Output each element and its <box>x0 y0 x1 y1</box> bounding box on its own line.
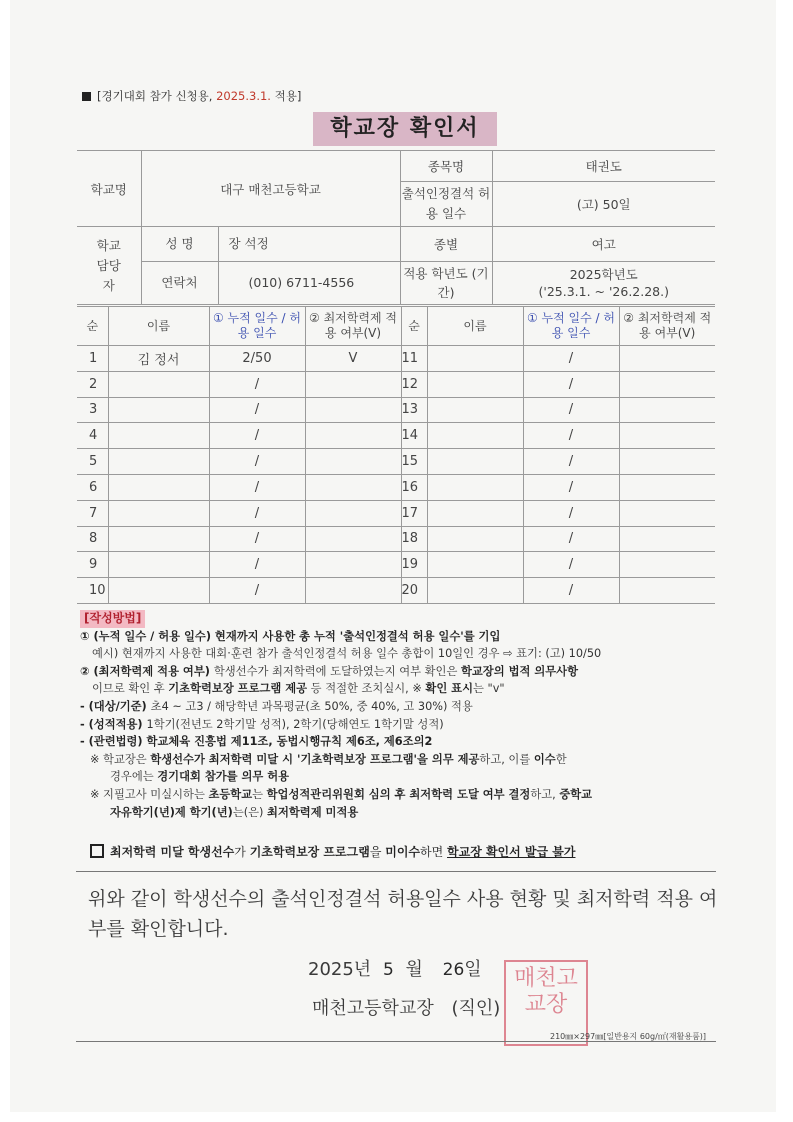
col-name-header: 이름 <box>108 307 209 346</box>
attendance-days: / <box>209 500 305 526</box>
student-no: 10 <box>77 578 108 604</box>
student-name <box>427 449 523 475</box>
student-no: 13 <box>401 397 427 423</box>
col-min-header: ② 최저학력제 적용 여부(V) <box>305 307 401 346</box>
student-no: 15 <box>401 449 427 475</box>
min-achievement-check <box>305 371 401 397</box>
student-name <box>108 371 209 397</box>
min-achievement-check <box>305 474 401 500</box>
student-name <box>427 500 523 526</box>
min-achievement-check <box>619 474 715 500</box>
student-no: 1 <box>77 346 108 372</box>
student-no: 17 <box>401 500 427 526</box>
instructions-tag: [작성방법] <box>80 610 145 628</box>
table-row <box>77 423 715 449</box>
student-no: 4 <box>77 423 108 449</box>
period: ('25.3.1. ~ '26.2.28.) <box>538 284 669 299</box>
manager-name: 장 석정 <box>228 236 269 251</box>
student-name <box>108 578 209 604</box>
student-no: 3 <box>77 397 108 423</box>
student-no: 9 <box>77 552 108 578</box>
student-name <box>427 552 523 578</box>
col-no-header: 순 <box>401 307 427 346</box>
table-row <box>77 526 715 552</box>
writing-instructions: [작성방법] ① (누적 일수 / 허용 일수) 현재까지 사용한 총 누적 '출석인정결석 허용 일수'를 기입 예시) 현재까지 사용한 대회·훈련 참가 출석인정결석 허용 일수 총합이 10일인 경우 ⇨ 표기: (고) 10/50 ② (최저학력제 적용 여부) 학생선수가 최저학력에 도달하였는지 여부 확인은 학교장의 법적 의무사항 이므로 확인 후 기초학력보장 프로그램 제공 등 적절한 조치실시, ※ 확인 표시는 "v" - (대상/기준) 초4 ~ 고3 / 해당학년 과목평균(초 50%, 중 40%, 고 30%) 적용 - (성적적용) 1학기(전년도 2학기말 성적), 2학기(당해연도 1학기말 성적) - (관련법령) 학교체육 진흥법 제11조, 동법시행규칙 제6조, 제6조의2 ※ 학교장은 학생선수가 최저학력 미달 시 '기초학력보장 프로그램'을 의무 제공하고, 이를 이수한 경우에는 경기대회 참가를 의무 허용 ※ 지필고사 미실시하는 초등학교는 학업성적관리위원회 심의 후 최저학력 도달 여부 결정하고, 중학교 자유학기(년)제 학기(년)는(은) 최저학력제 미적용 <box>80 611 602 819</box>
attendance-days: / <box>209 371 305 397</box>
school-name: 대구 매천고등학교 <box>141 151 400 227</box>
attendance-days: / <box>523 423 619 449</box>
attendance-days: / <box>209 474 305 500</box>
sport-label: 종목명 <box>400 151 492 182</box>
gender: 여고 <box>492 227 715 262</box>
min-achievement-check <box>619 552 715 578</box>
min-achievement-check <box>305 423 401 449</box>
col-days-header: ① 누적 일수 / 허용 일수 <box>209 307 305 346</box>
min-achievement-check <box>619 500 715 526</box>
student-name <box>108 449 209 475</box>
table-row <box>77 371 715 397</box>
school-info-table <box>77 150 715 305</box>
student-name <box>108 423 209 449</box>
student-name <box>427 474 523 500</box>
issue-date: 2025년 5 월 26일 <box>308 959 482 980</box>
name-label: 성 명 <box>142 227 219 261</box>
attendance-days: / <box>523 474 619 500</box>
school-name-label: 학교명 <box>77 151 141 227</box>
year: 2025학년도 <box>569 267 638 282</box>
min-achievement-check <box>305 578 401 604</box>
col-no-header: 순 <box>77 307 108 346</box>
table-row <box>77 346 715 372</box>
min-achievement-check <box>619 346 715 372</box>
student-no: 20 <box>401 578 427 604</box>
attendance-days: / <box>523 346 619 372</box>
attendance-days: / <box>209 449 305 475</box>
contact-label: 연락처 <box>142 262 219 304</box>
table-row <box>77 500 715 526</box>
attendance-days: / <box>209 397 305 423</box>
min-achievement-check <box>619 578 715 604</box>
attendance-days: 2/50 <box>209 346 305 372</box>
min-achievement-check <box>619 397 715 423</box>
min-achievement-check: V <box>305 346 401 372</box>
table-row <box>77 474 715 500</box>
attendance-days: / <box>523 449 619 475</box>
student-name <box>427 423 523 449</box>
contact: (010) 6711-4556 <box>248 275 355 290</box>
student-no: 7 <box>77 500 108 526</box>
min-achievement-check <box>619 371 715 397</box>
attendance-days: / <box>523 552 619 578</box>
attendance-days: / <box>209 578 305 604</box>
manager-name-cell <box>141 227 400 262</box>
min-achievement-check <box>305 500 401 526</box>
student-no: 6 <box>77 474 108 500</box>
official-seal: 매천고교장 <box>504 960 588 1046</box>
table-row <box>77 578 715 604</box>
attendance-days: / <box>209 423 305 449</box>
attendance-days: / <box>523 500 619 526</box>
student-name <box>108 397 209 423</box>
allowed-days-label: 출석인정결석 허용 일수 <box>400 182 492 227</box>
student-no: 14 <box>401 423 427 449</box>
gender-label: 종별 <box>400 227 492 262</box>
sport: 태권도 <box>492 151 715 182</box>
student-no: 16 <box>401 474 427 500</box>
min-achievement-check <box>305 397 401 423</box>
manager-label: 학교 담당자 <box>77 227 141 305</box>
student-name <box>427 578 523 604</box>
student-name: 김 정서 <box>108 346 209 372</box>
min-achievement-check <box>619 423 715 449</box>
student-name <box>427 371 523 397</box>
document-title: 학교장 확인서 <box>313 112 497 146</box>
min-achievement-check <box>305 449 401 475</box>
student-name <box>427 346 523 372</box>
student-no: 12 <box>401 371 427 397</box>
divider <box>76 871 716 872</box>
student-name <box>108 526 209 552</box>
form-usage-label: [경기대회 참가 신청용, 2025.3.1. 적용] <box>82 88 301 104</box>
attendance-days: / <box>523 578 619 604</box>
year-cell <box>492 262 715 305</box>
school-head-signature: 매천고등학교장 (직인) <box>312 998 501 1019</box>
student-no: 5 <box>77 449 108 475</box>
min-achievement-check <box>619 526 715 552</box>
table-row <box>77 552 715 578</box>
student-table <box>77 306 715 604</box>
attendance-days: / <box>523 397 619 423</box>
attendance-days: / <box>209 526 305 552</box>
col-days-header: ① 누적 일수 / 허용 일수 <box>523 307 619 346</box>
allowed-days: (고) 50일 <box>492 182 715 227</box>
min-achievement-check <box>619 449 715 475</box>
confirmation-statement: 위와 같이 학생선수의 출석인정결석 허용일수 사용 현황 및 최저학력 적용 여부를 확인합니다. <box>88 888 718 940</box>
paper-spec: 210㎜×297㎜[일반용지 60g/㎡(재활용품)] <box>550 1032 707 1041</box>
student-name <box>108 474 209 500</box>
student-name <box>108 552 209 578</box>
min-achievement-check <box>305 526 401 552</box>
student-name <box>427 397 523 423</box>
student-no: 18 <box>401 526 427 552</box>
student-no: 2 <box>77 371 108 397</box>
attendance-days: / <box>523 371 619 397</box>
certificate-warning: 최저학력 미달 학생선수가 기초학력보장 프로그램을 미이수하면 학교장 확인서 발급 불가 <box>90 843 575 860</box>
attendance-days: / <box>209 552 305 578</box>
student-no: 19 <box>401 552 427 578</box>
col-name-header: 이름 <box>427 307 523 346</box>
col-min-header: ② 최저학력제 적용 여부(V) <box>619 307 715 346</box>
year-label: 적용 학년도 (기간) <box>400 262 492 305</box>
table-row <box>77 449 715 475</box>
contact-cell <box>141 262 400 305</box>
checkbox-icon <box>90 844 104 858</box>
student-no: 11 <box>401 346 427 372</box>
square-bullet-icon <box>82 92 91 101</box>
student-name <box>427 526 523 552</box>
min-achievement-check <box>305 552 401 578</box>
student-no: 8 <box>77 526 108 552</box>
attendance-days: / <box>523 526 619 552</box>
student-name <box>108 500 209 526</box>
table-row <box>77 397 715 423</box>
table-header-row <box>77 307 715 346</box>
